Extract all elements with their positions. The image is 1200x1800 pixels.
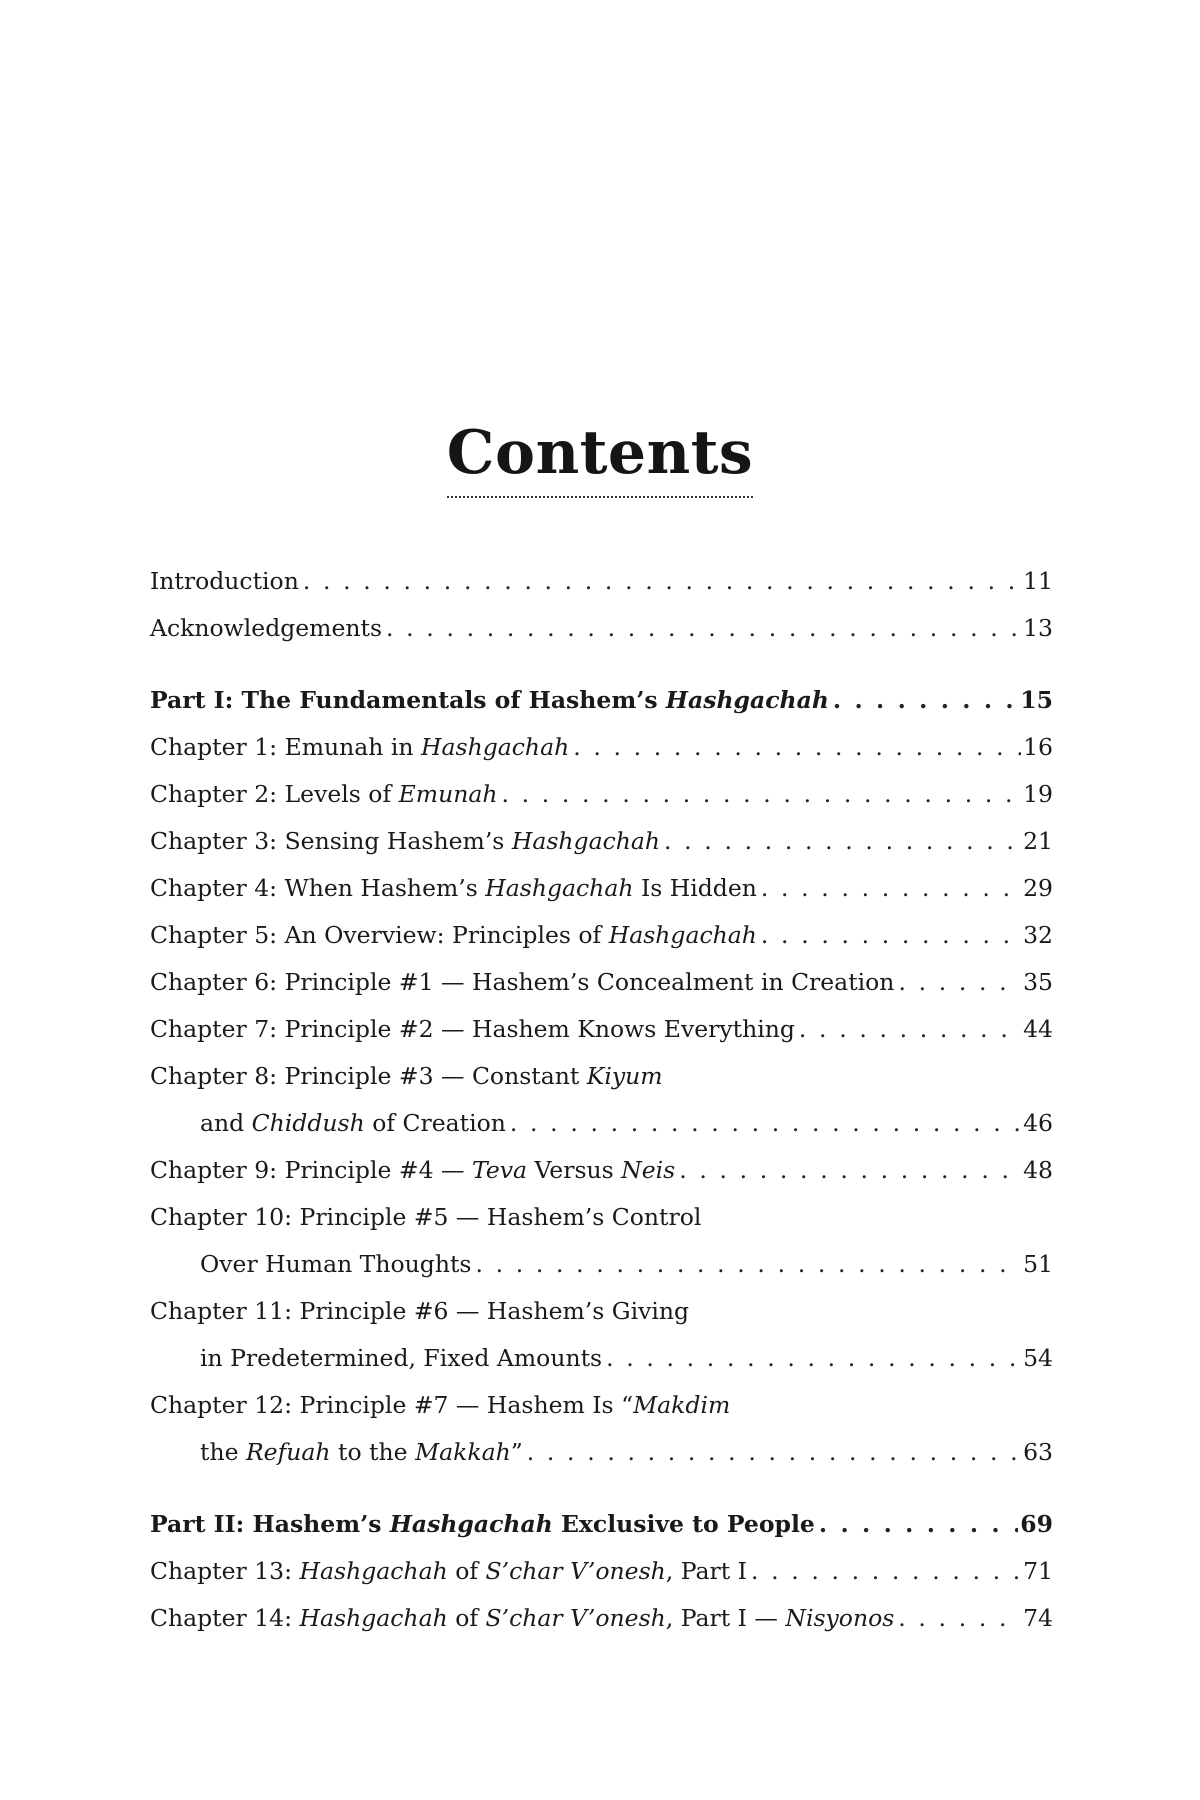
italic-term: Neis — [621, 1156, 676, 1184]
label-text: Chapter 14: — [150, 1604, 300, 1632]
dot-leader — [819, 1501, 1018, 1548]
toc-entry-label — [150, 677, 829, 724]
italic-term: Refuah — [245, 1438, 331, 1466]
toc-entry — [150, 1241, 1053, 1288]
toc-entry-label — [150, 605, 382, 652]
italic-term: Hashgachah — [389, 1510, 553, 1538]
label-text: Chapter 13: — [150, 1557, 300, 1585]
italic-term: Makkah — [415, 1438, 511, 1466]
label-text: Chapter 6: Principle #1 — Hashem’s Concealment in Creation — [150, 968, 895, 996]
label-text: Chapter 7: Principle #2 — Hashem Knows Everything — [150, 1015, 795, 1043]
italic-term: Kiyum — [586, 1062, 663, 1090]
label-text: ” — [510, 1438, 523, 1466]
label-text: Chapter 1: Emunah in — [150, 733, 422, 761]
italic-term: Hashgachah — [665, 686, 829, 714]
toc-entry — [150, 1194, 1053, 1241]
toc-entry-label — [200, 1241, 471, 1288]
dot-leader — [898, 959, 1021, 1006]
dot-leader — [898, 1595, 1021, 1642]
italic-term: Hashgachah — [511, 827, 661, 855]
toc-entry-label — [150, 1548, 747, 1595]
toc-entry — [150, 1429, 1053, 1476]
page-title: Contents — [447, 420, 753, 498]
page-number: 16 — [1023, 733, 1053, 761]
dot-leader — [501, 771, 1021, 818]
label-text: to the — [330, 1438, 416, 1466]
dot-leader — [510, 1100, 1021, 1147]
italic-term: Chiddush — [251, 1109, 365, 1137]
label-text: Part I: The Fundamentals of Hashem’s — [150, 686, 666, 714]
dot-leader — [751, 1548, 1021, 1595]
label-text: of — [447, 1557, 486, 1585]
label-text: Chapter 5: An Overview: Principles of — [150, 921, 609, 949]
title-area — [0, 380, 1200, 538]
page-number: 19 — [1023, 780, 1053, 808]
toc-entry-label — [150, 818, 660, 865]
toc-entry-label — [200, 1335, 602, 1382]
toc-entry-label — [200, 1429, 523, 1476]
page-number: 11 — [1023, 567, 1053, 595]
toc-entry-label — [150, 1053, 663, 1100]
italic-term: Hashgachah — [299, 1604, 448, 1632]
label-text: Acknowledgements — [150, 614, 383, 642]
italic-term: Hashgachah — [421, 733, 570, 761]
italic-term: Nisyonos — [785, 1604, 895, 1632]
dot-leader — [833, 677, 1018, 724]
toc-entry-label — [150, 1382, 730, 1429]
toc-entry-label — [150, 865, 757, 912]
toc-entry — [150, 1100, 1053, 1147]
toc-entry — [150, 1335, 1053, 1382]
toc-entry — [150, 1382, 1053, 1429]
page-number: 13 — [1023, 614, 1053, 642]
dot-leader — [761, 865, 1021, 912]
dot-leader — [386, 605, 1021, 652]
page-number: 48 — [1023, 1156, 1053, 1184]
toc-entry-label — [150, 1288, 689, 1335]
page-number: 46 — [1023, 1109, 1053, 1137]
toc-entry — [150, 1147, 1053, 1194]
italic-term: Emunah — [398, 780, 498, 808]
dot-leader — [799, 1006, 1021, 1053]
toc-entry-label — [150, 771, 497, 818]
page-number: 32 — [1023, 921, 1053, 949]
dot-leader — [527, 1429, 1021, 1476]
italic-term: S’char V’onesh — [485, 1557, 666, 1585]
label-text: Chapter 2: Levels of — [150, 780, 399, 808]
label-text: Introduction — [150, 567, 299, 595]
italic-term: S’char V’onesh — [485, 1604, 666, 1632]
toc-entry-label — [150, 1006, 795, 1053]
label-text: Chapter 10: Principle #5 — Hashem’s Control — [150, 1203, 702, 1231]
toc-entry-label — [150, 724, 569, 771]
label-text: , Part I — — [665, 1604, 786, 1632]
toc-entry — [150, 1053, 1053, 1100]
italic-term: Hashgachah — [485, 874, 634, 902]
dot-leader — [664, 818, 1021, 865]
page-number: 21 — [1023, 827, 1053, 855]
toc-entry — [150, 724, 1053, 771]
label-text: Part II: Hashem’s — [150, 1510, 390, 1538]
label-text: of Creation — [364, 1109, 506, 1137]
toc-entry — [150, 1288, 1053, 1335]
page-number: 35 — [1023, 968, 1053, 996]
italic-term: Teva — [471, 1156, 528, 1184]
toc-entry-label — [150, 1595, 894, 1642]
dot-leader — [606, 1335, 1021, 1382]
italic-term: Makdim — [633, 1391, 731, 1419]
dot-leader — [475, 1241, 1021, 1288]
page-number: 51 — [1023, 1250, 1053, 1278]
page-number: 74 — [1023, 1604, 1053, 1632]
label-text: Is Hidden — [633, 874, 757, 902]
label-text: , Part I — [665, 1557, 747, 1585]
toc-entry-label — [150, 1194, 701, 1241]
page-number: 15 — [1020, 686, 1053, 714]
toc-entry-label — [150, 1501, 815, 1548]
toc-entry — [150, 1548, 1053, 1595]
label-text: of — [447, 1604, 486, 1632]
page-number: 44 — [1023, 1015, 1053, 1043]
italic-term: Hashgachah — [608, 921, 757, 949]
italic-term: Hashgachah — [299, 1557, 448, 1585]
toc-entry — [150, 771, 1053, 818]
toc-part-entry — [150, 677, 1053, 724]
toc-entry — [150, 1595, 1053, 1642]
page-number: 63 — [1023, 1438, 1053, 1466]
dot-leader — [303, 558, 1021, 605]
toc-entry — [150, 959, 1053, 1006]
label-text: in Predetermined, Fixed Amounts — [200, 1344, 603, 1372]
toc-entry — [150, 912, 1053, 959]
toc-entry — [150, 818, 1053, 865]
dot-leader — [573, 724, 1021, 771]
toc-entry — [150, 605, 1053, 652]
label-text: Chapter 8: Principle #3 — Constant — [150, 1062, 587, 1090]
label-text: the — [200, 1438, 246, 1466]
dot-leader — [679, 1147, 1021, 1194]
page-number: 71 — [1023, 1557, 1053, 1585]
toc-entry — [150, 1006, 1053, 1053]
toc-entry — [150, 865, 1053, 912]
label-text: Chapter 9: Principle #4 — — [150, 1156, 472, 1184]
label-text: Chapter 3: Sensing Hashem’s — [150, 827, 512, 855]
toc-entry-label — [150, 1147, 675, 1194]
page-number: 69 — [1020, 1510, 1053, 1538]
toc-entry-label — [150, 558, 299, 605]
label-text: Versus — [527, 1156, 622, 1184]
toc-entry-label — [200, 1100, 506, 1147]
toc-entry-label — [150, 959, 894, 1006]
label-text: Exclusive to People — [552, 1510, 815, 1538]
label-text: Chapter 4: When Hashem’s — [150, 874, 486, 902]
toc-entry — [150, 558, 1053, 605]
table-of-contents — [150, 558, 1053, 1642]
label-text: Over Human Thoughts — [200, 1250, 472, 1278]
label-text: and — [200, 1109, 252, 1137]
dot-leader — [761, 912, 1021, 959]
label-text: Chapter 11: Principle #6 — Hashem’s Giving — [150, 1297, 690, 1325]
page-number: 29 — [1023, 874, 1053, 902]
toc-entry-label — [150, 912, 757, 959]
page-number: 54 — [1023, 1344, 1053, 1372]
label-text: Chapter 12: Principle #7 — Hashem Is “ — [150, 1391, 634, 1419]
toc-part-entry — [150, 1501, 1053, 1548]
